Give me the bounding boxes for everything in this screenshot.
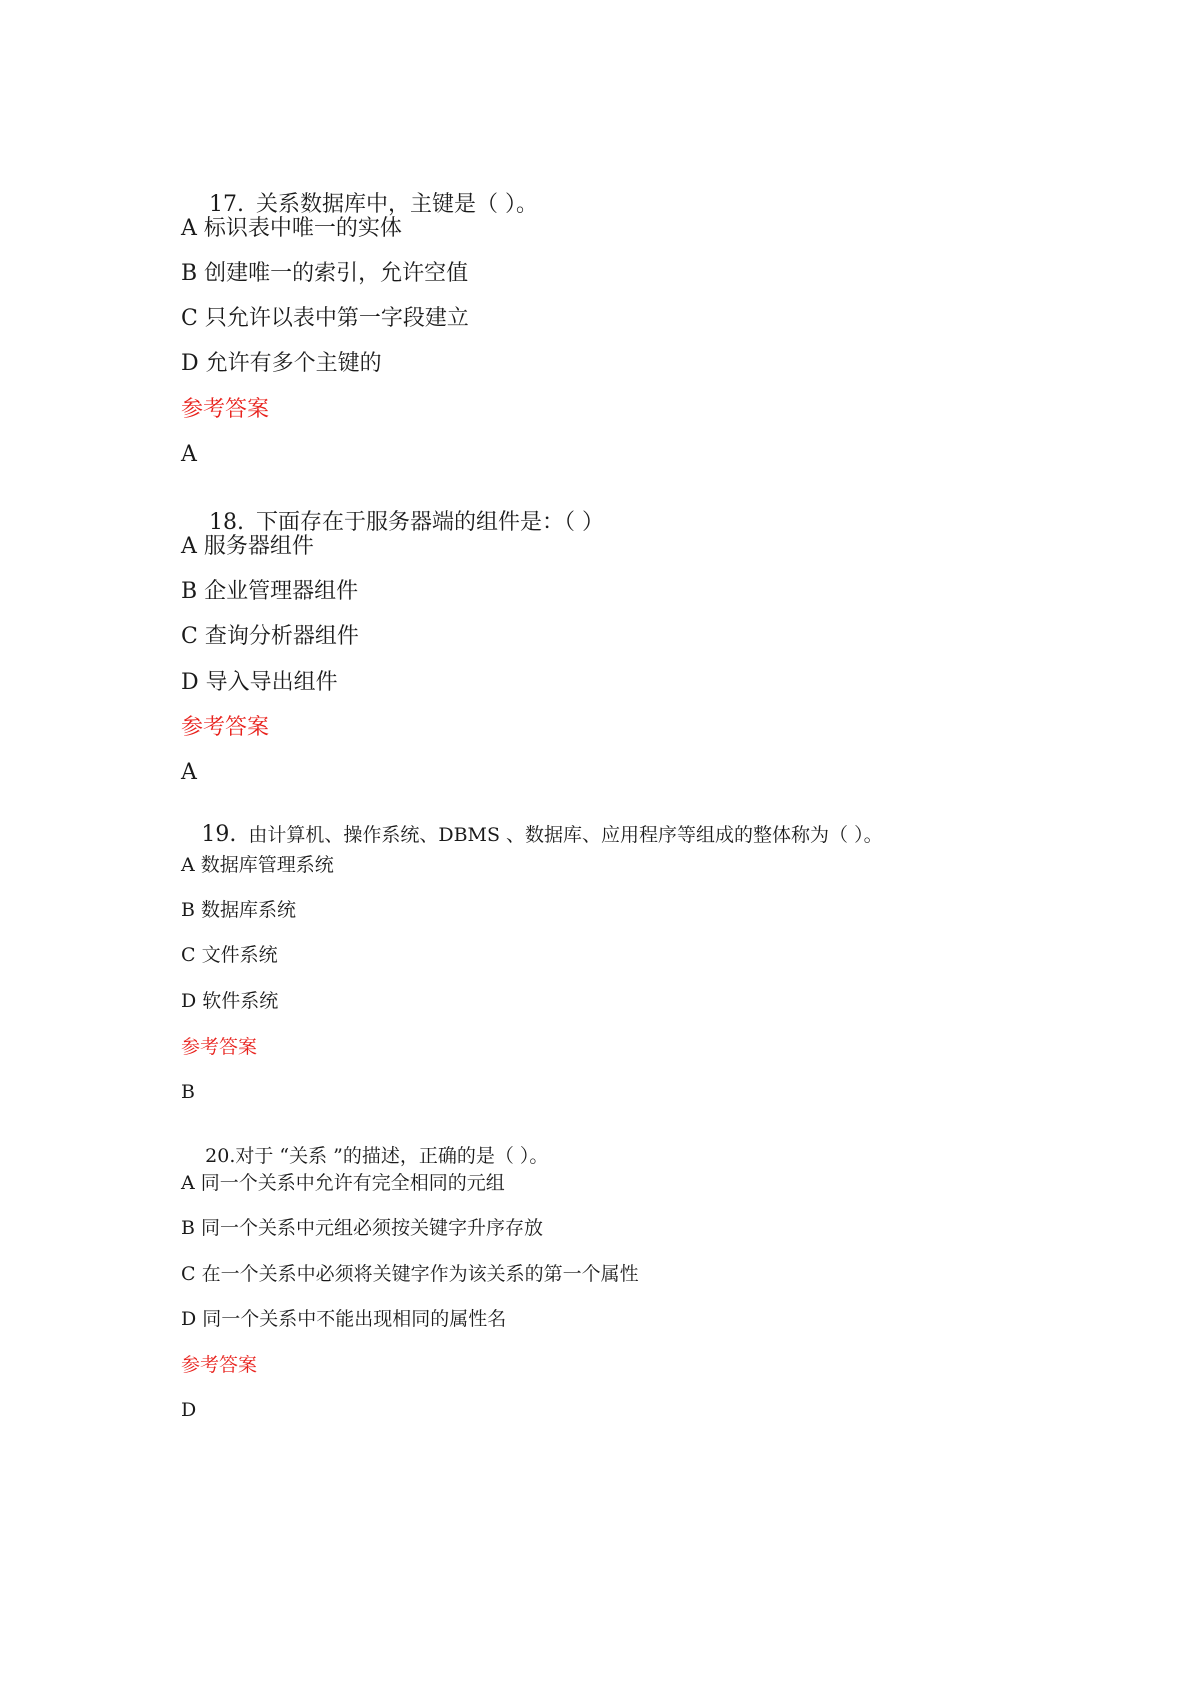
question-20-option-b: B 同一个关系中元组必须按关键字升序存放: [181, 1217, 544, 1239]
question-19-option-d: D 软件系统: [181, 990, 279, 1012]
question-17-option-b: B 创建唯一的索引，允许空值: [181, 261, 469, 286]
question-19-option-b: B 数据库系统: [181, 899, 297, 921]
question-17-option-a: A 标识表中唯一的实体: [181, 216, 402, 241]
question-17-answer: A: [181, 442, 197, 467]
question-17-option-c: C 只允许以表中第一字段建立: [181, 306, 469, 331]
question-18-option-b: B 企业管理器组件: [181, 579, 359, 604]
question-19-answer: B: [181, 1081, 195, 1103]
question-18-option-a: A 服务器组件: [181, 534, 314, 559]
question-20-answer-heading: 参考答案: [181, 1354, 258, 1376]
question-19-option-a: A 数据库管理系统: [181, 854, 334, 876]
question-text: 由计算机、操作系统、DBMS 、数据库、应用程序等组成的整体称为（ ）。: [248, 824, 883, 846]
question-20-option-a: A 同一个关系中允许有完全相同的元组: [181, 1172, 505, 1194]
question-18-option-c: C 查询分析器组件: [181, 624, 359, 649]
question-19-answer-heading: 参考答案: [181, 1036, 258, 1058]
question-text: 对于 “关系 ”的描述，正确的是（ ）。: [235, 1145, 549, 1167]
question-20-option-c: C 在一个关系中必须将关键字作为该关系的第一个属性: [181, 1263, 639, 1285]
question-number: 18.: [208, 510, 244, 535]
question-number: 19.: [201, 822, 237, 847]
question-18-answer-heading: 参考答案: [181, 715, 270, 740]
question-20-option-d: D 同一个关系中不能出现相同的属性名: [181, 1308, 507, 1330]
question-text: 下面存在于服务器端的组件是：（ ）: [255, 510, 604, 535]
question-text: 关系数据库中，主键是（ ）。: [255, 192, 538, 217]
question-20-answer: D: [181, 1399, 197, 1421]
question-number: 20.: [205, 1145, 236, 1167]
question-18-option-d: D 导入导出组件: [181, 670, 338, 695]
question-17-option-d: D 允许有多个主键的: [181, 351, 382, 376]
question-17-answer-heading: 参考答案: [181, 397, 270, 422]
question-18-answer: A: [181, 760, 197, 785]
question-19-option-c: C 文件系统: [181, 944, 278, 966]
question-number: 17.: [208, 192, 244, 217]
